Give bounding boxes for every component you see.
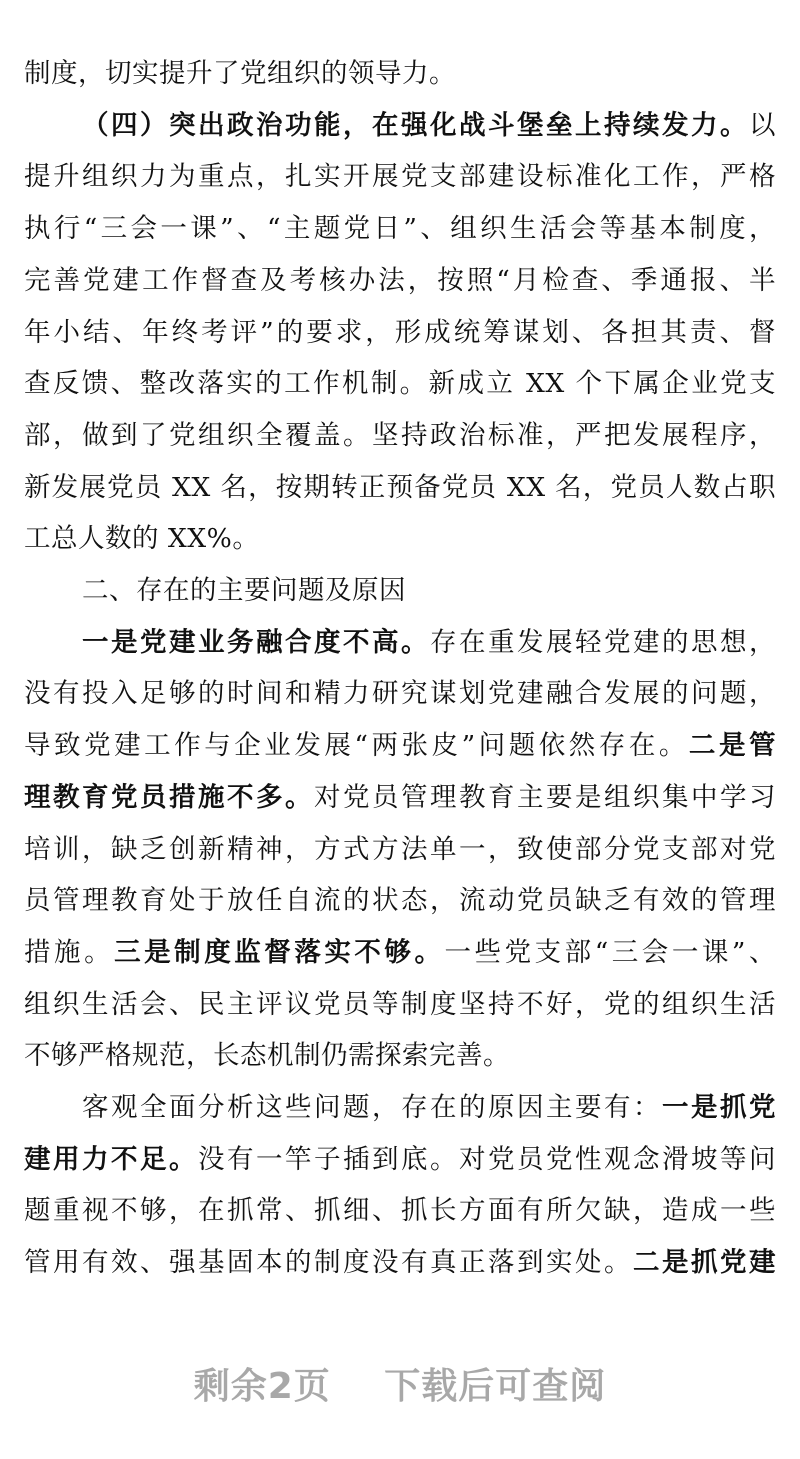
body-text: 年小结、年终考评”的要求，形成统筹谋划、各担其责、督	[24, 316, 776, 348]
body-text: 工总人数的 XX%。	[24, 523, 260, 555]
text-line	[82, 625, 776, 661]
text-line	[24, 1245, 776, 1281]
bold-text: 理教育党员措施不多。	[24, 781, 314, 813]
body-text: 员管理教育处于放任自流的状态，流动党员缺乏有效的管理	[24, 885, 776, 917]
body-text: 客观全面分析这些问题，存在的原因主要有：	[82, 1092, 662, 1123]
body-text: 提升组织力为重点，扎实开展党支部建设标准化工作，严格	[24, 161, 776, 193]
body-text: 存在重发展轻党建的思想，	[430, 626, 776, 658]
text-line	[24, 159, 776, 195]
text-line	[24, 935, 776, 971]
body-text: 组织生活会、民主评议党员等制度坚持不好，党的组织生活	[24, 988, 776, 1020]
text-line	[24, 883, 776, 919]
text-line	[24, 366, 776, 402]
body-text: 培训，缺乏创新精神，方式方法单一，致使部分党支部对党	[24, 833, 776, 865]
text-line	[82, 1090, 776, 1126]
body-text: 导致党建工作与企业发展“两张皮”问题依然存在。	[24, 730, 689, 762]
text-line	[24, 728, 776, 764]
text-line	[24, 1038, 776, 1074]
body-text: 措施。	[24, 936, 115, 968]
body-text: 没有一竿子插到底。对党员党性观念滑坡等问	[198, 1143, 776, 1175]
bold-text: 二是管	[688, 730, 776, 762]
text-line	[24, 521, 776, 557]
text-line	[82, 573, 776, 609]
text-line	[24, 780, 776, 816]
text-line	[24, 56, 776, 92]
text-line	[24, 987, 776, 1023]
download-to-view-text[interactable]: 下载后可查阅	[384, 1366, 607, 1407]
body-text: 制度，切实提升了党组织的领导力。	[24, 58, 456, 89]
bold-text: 一是党建业务融合度不高。	[82, 626, 430, 658]
download-prompt[interactable]	[0, 1358, 800, 1409]
body-text: 部，做到了党组织全覆盖。坚持政治标准，严把发展程序，	[24, 419, 776, 451]
text-line	[24, 1142, 776, 1178]
text-line	[82, 108, 776, 144]
body-text: 新发展党员 XX 名，按期转正预备党员 XX 名，党员人数占职	[24, 471, 776, 503]
text-line	[24, 676, 776, 712]
bold-text: 三是制度监督落实不够。	[114, 936, 445, 968]
text-line	[24, 470, 776, 506]
bold-text: 二是抓党建	[633, 1247, 776, 1279]
body-text: 完善党建工作督查及考核办法，按照“月检查、季通报、半	[24, 264, 776, 296]
text-line	[24, 1193, 776, 1229]
remaining-pages-text: 剩余2页	[193, 1366, 331, 1407]
bold-text: （四）突出政治功能，在强化战斗堡垒上持续发力。	[82, 109, 749, 141]
body-text: 没有投入足够的时间和精力研究谋划党建融合发展的问题，	[24, 678, 776, 710]
body-text: 管用有效、强基固本的制度没有真正落到实处。	[24, 1247, 633, 1279]
text-line	[24, 418, 776, 454]
body-text: 题重视不够，在抓常、抓细、抓长方面有所欠缺，造成一些	[24, 1195, 776, 1227]
body-text: 以	[749, 109, 776, 141]
body-text: 不够严格规范，长态机制仍需探索完善。	[24, 1040, 510, 1072]
text-line	[24, 263, 776, 299]
body-text: 查反馈、整改落实的工作机制。新成立 XX 个下属企业党支	[24, 368, 776, 400]
body-text: 一些党支部“三会一课”、	[444, 936, 776, 968]
text-line	[24, 315, 776, 351]
body-text: 执行“三会一课”、“主题党日”、组织生活会等基本制度，	[24, 213, 776, 245]
bold-text: 一是抓党	[662, 1092, 776, 1123]
body-text: 对党员管理教育主要是组织集中学习	[314, 781, 776, 813]
text-line	[24, 832, 776, 868]
text-line	[24, 211, 776, 247]
body-text: 二、存在的主要问题及原因	[82, 575, 406, 606]
bold-text: 建用力不足。	[24, 1143, 198, 1175]
